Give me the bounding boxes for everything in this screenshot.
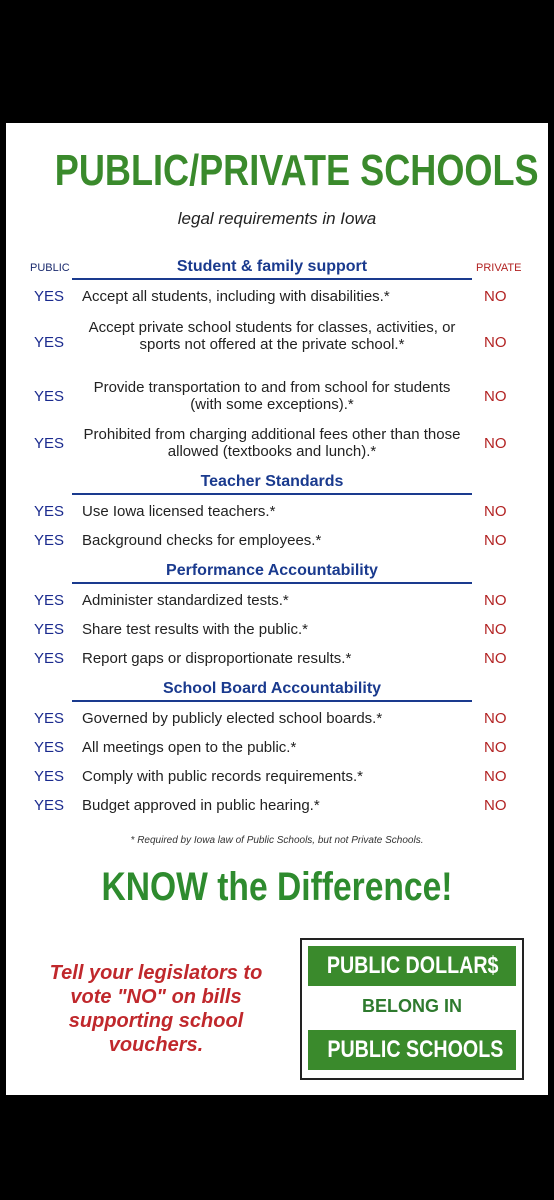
public-value: YES	[34, 650, 65, 667]
private-value: NO	[484, 288, 507, 305]
call-to-action: Tell your legislators to vote "NO" on bills supporting school vouchers.	[49, 962, 263, 1056]
requirement-text: Governed by publicly elected school boards.*	[82, 710, 383, 727]
public-value: YES	[34, 621, 65, 638]
private-value: NO	[484, 503, 507, 520]
private-value: NO	[484, 532, 507, 549]
public-value: YES	[34, 503, 65, 520]
private-value: NO	[484, 768, 507, 785]
badge-bottom: PUBLIC SCHOOLS	[308, 1030, 516, 1070]
section-heading: School Board Accountability	[72, 680, 472, 698]
requirement-text: Provide transportation to and from school for students (with some exceptions).*	[93, 379, 451, 413]
private-value: NO	[484, 621, 507, 638]
public-value: YES	[34, 388, 65, 405]
public-value: YES	[34, 710, 65, 727]
badge-middle: BELONG IN	[361, 996, 462, 1016]
public-value: YES	[34, 797, 65, 814]
page-title: PUBLIC/PRIVATE SCHOOLS	[54, 146, 539, 195]
requirement-text: Use Iowa licensed teachers.*	[82, 503, 276, 520]
private-value: NO	[484, 388, 507, 405]
requirement-text: Budget approved in public hearing.*	[82, 797, 320, 814]
public-value: YES	[34, 435, 65, 452]
requirement-text: Share test results with the public.*	[82, 621, 308, 638]
public-column-header: PUBLIC	[30, 262, 70, 274]
public-value: YES	[34, 739, 65, 756]
requirement-text: Accept all students, including with disabilities.*	[82, 288, 390, 305]
badge-top: PUBLIC DOLLAR$	[308, 946, 516, 986]
public-value: YES	[34, 288, 65, 305]
subtitle: legal requirements in Iowa	[177, 209, 377, 228]
private-value: NO	[484, 650, 507, 667]
requirement-text: Prohibited from charging additional fees other than those allowed (textbooks and lunch).*	[83, 426, 461, 460]
footnote: * Required by Iowa law of Public Schools, but not Private Schools.	[130, 835, 424, 846]
public-value: YES	[34, 532, 65, 549]
public-value: YES	[34, 592, 65, 609]
requirement-text: Accept private school students for classes, activities, or sports not offered at the private school.*	[88, 319, 456, 353]
flyer	[6, 123, 548, 1095]
section-heading: Performance Accountability	[72, 562, 472, 580]
private-column-header: PRIVATE	[476, 262, 522, 274]
public-value: YES	[34, 334, 65, 351]
requirement-text: All meetings open to the public.*	[82, 739, 297, 756]
requirement-text: Report gaps or disproportionate results.*	[82, 650, 352, 667]
slogan: KNOW the Difference!	[101, 865, 453, 909]
private-value: NO	[484, 710, 507, 727]
private-value: NO	[484, 592, 507, 609]
section-heading: Student & family support	[72, 258, 472, 276]
private-value: NO	[484, 797, 507, 814]
public-value: YES	[34, 768, 65, 785]
private-value: NO	[484, 739, 507, 756]
public-dollars-badge	[300, 938, 524, 1080]
requirement-text: Background checks for employees.*	[82, 532, 322, 549]
requirement-text: Comply with public records requirements.*	[82, 768, 363, 785]
requirement-text: Administer standardized tests.*	[82, 592, 289, 609]
section-heading: Teacher Standards	[72, 473, 472, 491]
private-value: NO	[484, 435, 507, 452]
private-value: NO	[484, 334, 507, 351]
